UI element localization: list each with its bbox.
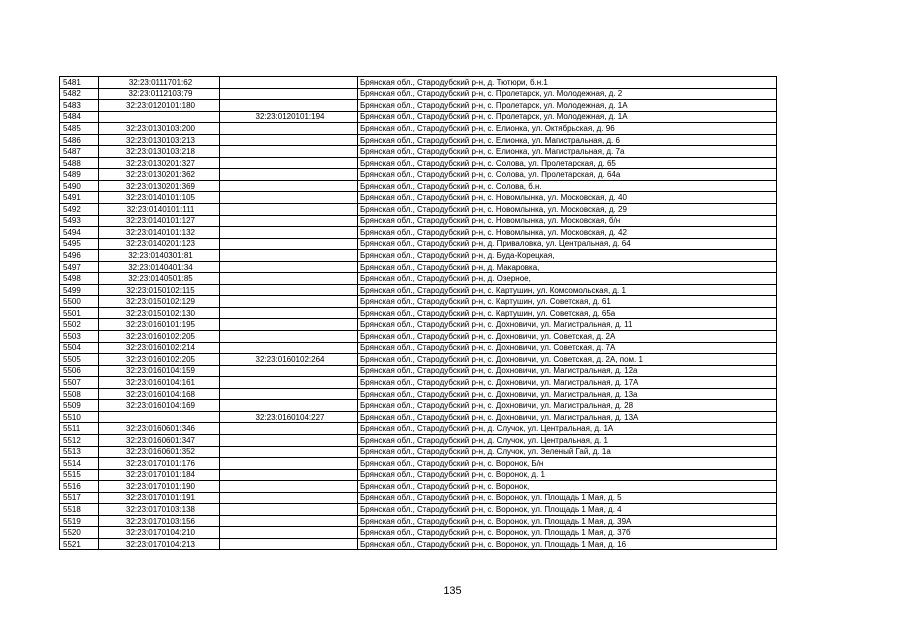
row-number-cell: 5519 (60, 515, 99, 527)
address-cell: Брянская обл., Стародубский р-н, с. Воронок, ул. Площадь 1 Мая, д. 5 (358, 492, 777, 504)
linked-cadastral-number-cell (220, 388, 358, 400)
address-cell: Брянская обл., Стародубский р-н, д. Тютюри, б.н.1 (358, 77, 777, 89)
table-row (60, 250, 777, 262)
row-number-cell: 5506 (60, 365, 99, 377)
row-number-cell: 5508 (60, 388, 99, 400)
table-row (60, 192, 777, 204)
cadastral-number-cell: 32:23:0130201:327 (99, 157, 220, 169)
table-row (60, 515, 777, 527)
cadastral-number-cell: 32:23:0160104:159 (99, 365, 220, 377)
table-row (60, 134, 777, 146)
address-cell: Брянская обл., Стародубский р-н, с. Дохновичи, ул. Магистральная, д. 12а (358, 365, 777, 377)
address-cell: Брянская обл., Стародубский р-н, с. Дохновичи, ул. Магистральная, д. 11 (358, 319, 777, 331)
table-row (60, 423, 777, 435)
table-row (60, 180, 777, 192)
linked-cadastral-number-cell (220, 134, 358, 146)
cadastral-number-cell: 32:23:0130103:200 (99, 123, 220, 135)
row-number-cell: 5509 (60, 400, 99, 412)
table-row (60, 100, 777, 112)
row-number-cell: 5513 (60, 446, 99, 458)
row-number-cell: 5502 (60, 319, 99, 331)
address-cell: Брянская обл., Стародубский р-н, с. Новомлынка, ул. Московская, д. 29 (358, 204, 777, 216)
linked-cadastral-number-cell (220, 446, 358, 458)
table-row (60, 296, 777, 308)
table-row (60, 307, 777, 319)
address-cell: Брянская обл., Стародубский р-н, д. Случок, ул. Центральная, д. 1А (358, 423, 777, 435)
linked-cadastral-number-cell (220, 238, 358, 250)
page-number: 135 (443, 585, 462, 597)
cadastral-number-cell: 32:23:0170104:213 (99, 538, 220, 550)
table-row (60, 319, 777, 331)
row-number-cell: 5481 (60, 77, 99, 89)
table-row (60, 538, 777, 550)
linked-cadastral-number-cell (220, 423, 358, 435)
address-cell: Брянская обл., Стародубский р-н, с. Пролетарск, ул. Молодежная, д. 1А (358, 111, 777, 123)
address-cell: Брянская обл., Стародубский р-н, с. Елионка, ул. Магистральная, д. 7а (358, 146, 777, 158)
table-row (60, 146, 777, 158)
address-cell: Брянская обл., Стародубский р-н, д. Буда-Корецкая, (358, 250, 777, 262)
address-cell: Брянская обл., Стародубский р-н, с. Дохновичи, ул. Советская, д. 2А, пом. 1 (358, 354, 777, 366)
address-cell: Брянская обл., Стародубский р-н, с. Воронок, Б/н (358, 458, 777, 470)
linked-cadastral-number-cell (220, 250, 358, 262)
address-cell: Брянская обл., Стародубский р-н, с. Дохновичи, ул. Магистральная, д. 13А (358, 411, 777, 423)
row-number-cell: 5490 (60, 180, 99, 192)
linked-cadastral-number-cell: 32:23:0120101:194 (220, 111, 358, 123)
table-row (60, 123, 777, 135)
linked-cadastral-number-cell (220, 261, 358, 273)
row-number-cell: 5510 (60, 411, 99, 423)
table-row (60, 527, 777, 539)
cadastral-number-cell (99, 111, 220, 123)
row-number-cell: 5507 (60, 377, 99, 389)
linked-cadastral-number-cell (220, 504, 358, 516)
linked-cadastral-number-cell (220, 146, 358, 158)
linked-cadastral-number-cell (220, 538, 358, 550)
row-number-cell: 5495 (60, 238, 99, 250)
row-number-cell: 5517 (60, 492, 99, 504)
address-cell: Брянская обл., Стародубский р-н, с. Воронок, ул. Площадь 1 Мая, д. 4 (358, 504, 777, 516)
cadastral-number-cell: 32:23:0150102:130 (99, 307, 220, 319)
address-cell: Брянская обл., Стародубский р-н, с. Картушин, ул. Советская, д. 65а (358, 307, 777, 319)
cadastral-number-cell: 32:23:0140501:85 (99, 273, 220, 285)
address-cell: Брянская обл., Стародубский р-н, с. Картушин, ул. Комсомольская, д. 1 (358, 284, 777, 296)
cadastral-number-cell: 32:23:0160104:161 (99, 377, 220, 389)
row-number-cell: 5518 (60, 504, 99, 516)
row-number-cell: 5501 (60, 307, 99, 319)
table-row (60, 342, 777, 354)
cadastral-number-cell: 32:23:0130201:369 (99, 180, 220, 192)
row-number-cell: 5503 (60, 331, 99, 343)
linked-cadastral-number-cell (220, 215, 358, 227)
linked-cadastral-number-cell: 32:23:0160102:264 (220, 354, 358, 366)
row-number-cell: 5504 (60, 342, 99, 354)
address-cell: Брянская обл., Стародубский р-н, с. Солова, б.н. (358, 180, 777, 192)
row-number-cell: 5491 (60, 192, 99, 204)
cadastral-number-cell: 32:23:0111701:62 (99, 77, 220, 89)
address-cell: Брянская обл., Стародубский р-н, д. Приваловка, ул. Центральная, д. 64 (358, 238, 777, 250)
table-row (60, 388, 777, 400)
linked-cadastral-number-cell (220, 400, 358, 412)
address-cell: Брянская обл., Стародубский р-н, с. Воронок, д. 1 (358, 469, 777, 481)
row-number-cell: 5516 (60, 481, 99, 493)
row-number-cell: 5487 (60, 146, 99, 158)
address-cell: Брянская обл., Стародубский р-н, с. Воронок, ул. Площадь 1 Мая, д. 39А (358, 515, 777, 527)
cadastral-number-cell: 32:23:0160104:168 (99, 388, 220, 400)
property-registry-table (59, 76, 777, 550)
address-cell: Брянская обл., Стародубский р-н, с. Елионка, ул. Октябрьская, д. 96 (358, 123, 777, 135)
row-number-cell: 5512 (60, 434, 99, 446)
cadastral-number-cell: 32:23:0160102:205 (99, 354, 220, 366)
cadastral-number-cell: 32:23:0130103:213 (99, 134, 220, 146)
linked-cadastral-number-cell (220, 227, 358, 239)
address-cell: Брянская обл., Стародубский р-н, с. Воронок, (358, 481, 777, 493)
row-number-cell: 5499 (60, 284, 99, 296)
linked-cadastral-number-cell (220, 123, 358, 135)
linked-cadastral-number-cell: 32:23:0160104:227 (220, 411, 358, 423)
linked-cadastral-number-cell (220, 307, 358, 319)
row-number-cell: 5489 (60, 169, 99, 181)
linked-cadastral-number-cell (220, 377, 358, 389)
address-cell: Брянская обл., Стародубский р-н, д. Макаровка, (358, 261, 777, 273)
address-cell: Брянская обл., Стародубский р-н, с. Солова, ул. Пролетарская, д. 64а (358, 169, 777, 181)
table-row (60, 411, 777, 423)
cadastral-number-cell: 32:23:0140201:123 (99, 238, 220, 250)
linked-cadastral-number-cell (220, 331, 358, 343)
address-cell: Брянская обл., Стародубский р-н, с. Воронок, ул. Площадь 1 Мая, д. 37б (358, 527, 777, 539)
cadastral-number-cell: 32:23:0160104:169 (99, 400, 220, 412)
cadastral-number-cell: 32:23:0140101:105 (99, 192, 220, 204)
linked-cadastral-number-cell (220, 77, 358, 89)
table-row (60, 261, 777, 273)
row-number-cell: 5515 (60, 469, 99, 481)
cadastral-number-cell: 32:23:0140101:111 (99, 204, 220, 216)
row-number-cell: 5521 (60, 538, 99, 550)
linked-cadastral-number-cell (220, 296, 358, 308)
cadastral-number-cell: 32:23:0160601:346 (99, 423, 220, 435)
row-number-cell: 5505 (60, 354, 99, 366)
row-number-cell: 5497 (60, 261, 99, 273)
table-row (60, 169, 777, 181)
row-number-cell: 5498 (60, 273, 99, 285)
linked-cadastral-number-cell (220, 492, 358, 504)
address-cell: Брянская обл., Стародубский р-н, д. Озерное, (358, 273, 777, 285)
table-row (60, 492, 777, 504)
cadastral-number-cell: 32:23:0140101:127 (99, 215, 220, 227)
linked-cadastral-number-cell (220, 458, 358, 470)
linked-cadastral-number-cell (220, 180, 358, 192)
linked-cadastral-number-cell (220, 319, 358, 331)
address-cell: Брянская обл., Стародубский р-н, с. Дохновичи, ул. Советская, д. 7А (358, 342, 777, 354)
address-cell: Брянская обл., Стародубский р-н, д. Случок, ул. Центральная, д. 1 (358, 434, 777, 446)
table-row (60, 400, 777, 412)
table-row (60, 365, 777, 377)
address-cell: Брянская обл., Стародубский р-н, с. Дохновичи, ул. Магистральная, д. 13а (358, 388, 777, 400)
table-row (60, 238, 777, 250)
table-row (60, 273, 777, 285)
table-row (60, 284, 777, 296)
cadastral-number-cell: 32:23:0160102:205 (99, 331, 220, 343)
linked-cadastral-number-cell (220, 100, 358, 112)
table-row (60, 377, 777, 389)
cadastral-number-cell: 32:23:0170103:156 (99, 515, 220, 527)
row-number-cell: 5483 (60, 100, 99, 112)
table-row (60, 88, 777, 100)
linked-cadastral-number-cell (220, 204, 358, 216)
row-number-cell: 5520 (60, 527, 99, 539)
linked-cadastral-number-cell (220, 469, 358, 481)
address-cell: Брянская обл., Стародубский р-н, с. Картушин, ул. Советская, д. 61 (358, 296, 777, 308)
cadastral-number-cell: 32:23:0160601:352 (99, 446, 220, 458)
cadastral-number-cell: 32:23:0140301:81 (99, 250, 220, 262)
address-cell: Брянская обл., Стародубский р-н, с. Новомлынка, ул. Московская, д. 40 (358, 192, 777, 204)
linked-cadastral-number-cell (220, 365, 358, 377)
cadastral-number-cell: 32:23:0170103:138 (99, 504, 220, 516)
row-number-cell: 5511 (60, 423, 99, 435)
address-cell: Брянская обл., Стародубский р-н, с. Новомлынка, ул. Московская, б/н (358, 215, 777, 227)
cadastral-number-cell: 32:23:0160101:195 (99, 319, 220, 331)
cadastral-number-cell: 32:23:0140101:132 (99, 227, 220, 239)
row-number-cell: 5492 (60, 204, 99, 216)
address-cell: Брянская обл., Стародубский р-н, с. Новомлынка, ул. Московская, д. 42 (358, 227, 777, 239)
row-number-cell: 5486 (60, 134, 99, 146)
address-cell: Брянская обл., Стародубский р-н, д. Случок, ул. Зеленый Гай, д. 1а (358, 446, 777, 458)
table-row (60, 227, 777, 239)
linked-cadastral-number-cell (220, 481, 358, 493)
row-number-cell: 5488 (60, 157, 99, 169)
row-number-cell: 5484 (60, 111, 99, 123)
table-row (60, 77, 777, 89)
row-number-cell: 5494 (60, 227, 99, 239)
row-number-cell: 5485 (60, 123, 99, 135)
linked-cadastral-number-cell (220, 284, 358, 296)
address-cell: Брянская обл., Стародубский р-н, с. Пролетарск, ул. Молодежная, д. 1А (358, 100, 777, 112)
cadastral-number-cell: 32:23:0130103:218 (99, 146, 220, 158)
row-number-cell: 5514 (60, 458, 99, 470)
address-cell: Брянская обл., Стародубский р-н, с. Дохновичи, ул. Советская, д. 2А (358, 331, 777, 343)
address-cell: Брянская обл., Стародубский р-н, с. Пролетарск, ул. Молодежная, д. 2 (358, 88, 777, 100)
linked-cadastral-number-cell (220, 192, 358, 204)
cadastral-number-cell: 32:23:0112103:79 (99, 88, 220, 100)
linked-cadastral-number-cell (220, 88, 358, 100)
cadastral-number-cell: 32:23:0170104:210 (99, 527, 220, 539)
table-body (60, 77, 777, 550)
address-cell: Брянская обл., Стародубский р-н, с. Дохновичи, ул. Магистральная, д. 17А (358, 377, 777, 389)
address-cell: Брянская обл., Стародубский р-н, с. Дохновичи, ул. Магистральная, д. 28 (358, 400, 777, 412)
table-row (60, 469, 777, 481)
cadastral-number-cell: 32:23:0140401:34 (99, 261, 220, 273)
cadastral-number-cell: 32:23:0160601:347 (99, 434, 220, 446)
table-row (60, 434, 777, 446)
linked-cadastral-number-cell (220, 515, 358, 527)
cadastral-number-cell: 32:23:0130201:362 (99, 169, 220, 181)
table-row (60, 331, 777, 343)
table-row (60, 157, 777, 169)
cadastral-number-cell: 32:23:0120101:180 (99, 100, 220, 112)
linked-cadastral-number-cell (220, 527, 358, 539)
cadastral-number-cell: 32:23:0170101:184 (99, 469, 220, 481)
address-cell: Брянская обл., Стародубский р-н, с. Воронок, ул. Площадь 1 Мая, д. 16 (358, 538, 777, 550)
row-number-cell: 5500 (60, 296, 99, 308)
cadastral-number-cell: 32:23:0150102:129 (99, 296, 220, 308)
cadastral-number-cell (99, 411, 220, 423)
row-number-cell: 5496 (60, 250, 99, 262)
address-cell: Брянская обл., Стародубский р-н, с. Солова, ул. Пролетарская, д. 65 (358, 157, 777, 169)
linked-cadastral-number-cell (220, 273, 358, 285)
linked-cadastral-number-cell (220, 342, 358, 354)
address-cell: Брянская обл., Стародубский р-н, с. Елионка, ул. Магистральная, д. 6 (358, 134, 777, 146)
table-row (60, 204, 777, 216)
linked-cadastral-number-cell (220, 169, 358, 181)
table-row (60, 504, 777, 516)
cadastral-number-cell: 32:23:0170101:190 (99, 481, 220, 493)
cadastral-number-cell: 32:23:0160102:214 (99, 342, 220, 354)
table-row (60, 458, 777, 470)
table-row (60, 111, 777, 123)
cadastral-number-cell: 32:23:0170101:176 (99, 458, 220, 470)
linked-cadastral-number-cell (220, 434, 358, 446)
cadastral-number-cell: 32:23:0170101:191 (99, 492, 220, 504)
cadastral-number-cell: 32:23:0150102:115 (99, 284, 220, 296)
row-number-cell: 5493 (60, 215, 99, 227)
linked-cadastral-number-cell (220, 157, 358, 169)
table-row (60, 446, 777, 458)
row-number-cell: 5482 (60, 88, 99, 100)
table-row (60, 354, 777, 366)
table-row (60, 481, 777, 493)
table-row (60, 215, 777, 227)
